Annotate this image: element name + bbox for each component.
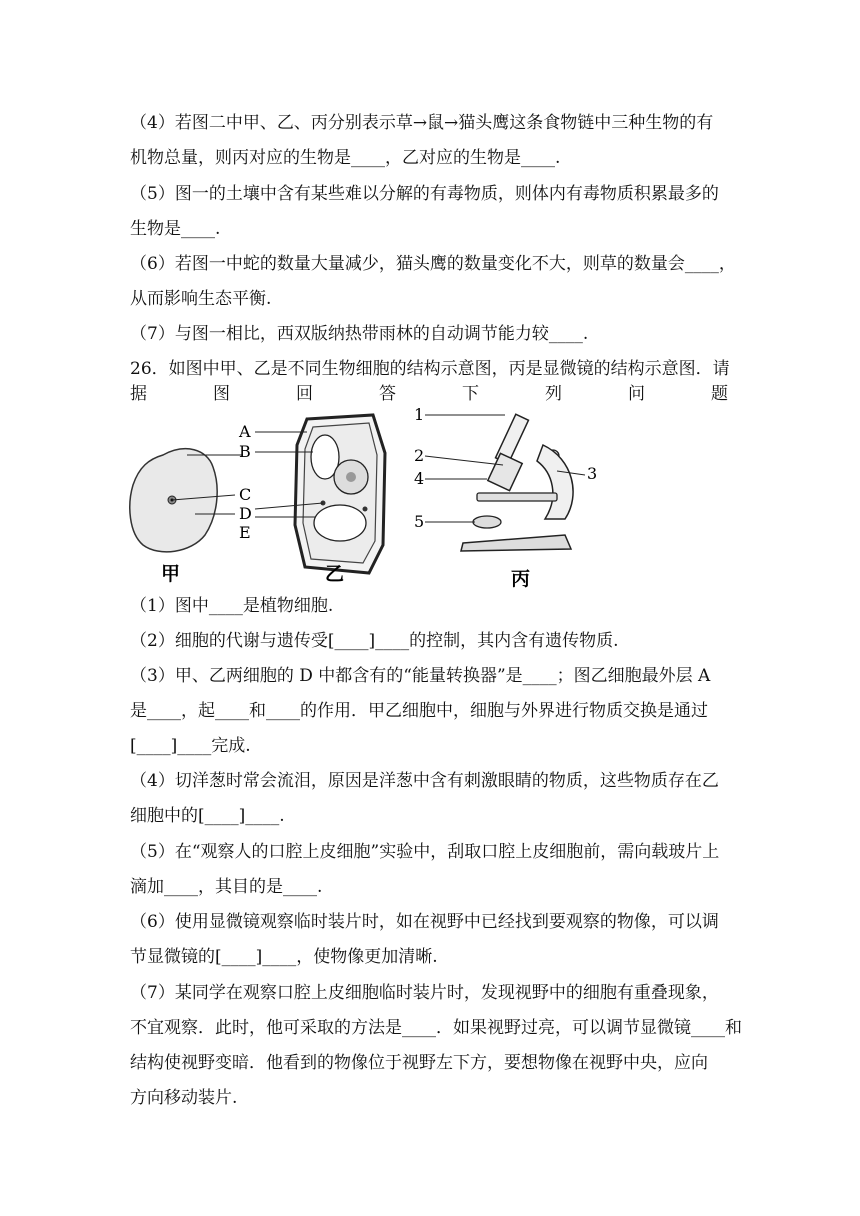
caption-bing: 丙 [511,568,531,590]
label-5: 5 [414,512,425,531]
microscope-diagram [425,414,585,551]
caption-jia: 甲 [161,563,181,585]
plant-cell-diagram [255,415,385,573]
label-1: 1 [414,405,425,424]
text-line: 从而影响生态平衡. [130,289,272,309]
label-b: B [239,442,251,461]
label-c: C [239,485,252,504]
label-2: 2 [414,446,425,465]
text-line: （5）图一的土壤中含有某些难以分解的有毒物质，则体内有毒物质积累最多的 [130,184,719,204]
text-line: （7）与图一相比，西双版纳热带雨林的自动调节能力较____. [130,324,589,344]
question-line: （6）使用显微镜观察临时装片时，如在视野中已经找到要观察的物像，可以调 [130,912,719,932]
label-d: D [239,504,252,523]
cell-and-microscope-figure [125,405,615,590]
text-line: 生物是____. [130,219,221,239]
label-4: 4 [414,469,425,488]
question-line: （4）切洋葱时常会流泪，原因是洋葱中含有刺激眼睛的物质，这些物质存在乙 [130,771,719,791]
question-line: 滴加____，其目的是____. [130,877,323,897]
question-line: 是____，起____和____的作用．甲乙细胞中，细胞与外界进行物质交换是通过 [130,701,708,721]
question-line: 节显微镜的[____]____，使物像更加清晰. [130,947,438,967]
question-line: （5）在“观察人的口腔上皮细胞”实验中，刮取口腔上皮细胞前，需向载玻片上 [130,842,720,862]
question-line: （7）某同学在观察口腔上皮细胞临时装片时，发现视野中的细胞有重叠现象， [130,983,719,1003]
question-line: （1）图中____是植物细胞. [130,596,334,616]
question-line: （3）甲、乙两细胞的 D 中都含有的“能量转换器”是____；图乙细胞最外层 A [130,666,711,686]
text-line: （4）若图二中甲、乙、丙分别表示草→鼠→猫头鹰这条食物链中三种生物的有 [130,113,714,133]
text-line: （6）若图一中蛇的数量大量减少，猫头鹰的数量变化不大，则草的数量会____， [130,254,736,274]
question-line: [____]____完成. [130,736,251,756]
label-3: 3 [587,464,598,483]
label-e: E [239,523,251,542]
question-line: 不宜观察．此时，他可采取的方法是____．如果视野过亮，可以调节显微镜____和 [130,1018,742,1038]
question-line: 细胞中的[____]____. [130,806,285,826]
text-line: 机物总量，则丙对应的生物是____，乙对应的生物是____. [130,148,561,168]
animal-cell-diagram [130,449,243,552]
caption-yi: 乙 [325,563,345,585]
question-line: 结构使视野变暗．他看到的物像位于视野左下方，要想物像在视野中央，应向 [130,1053,708,1073]
label-a: A [239,422,251,441]
question-line: 方向移动装片. [130,1088,238,1108]
question-26-stem: 26．如图中甲、乙是不同生物细胞的结构示意图，丙是显微镜的结构示意图．请 [130,359,730,379]
question-line: （2）细胞的代谢与遗传受[____]____的控制，其内含有遗传物质. [130,631,619,651]
question-26-stem-continuation: 据 图 回 答 下 列 问 题 [130,384,728,404]
